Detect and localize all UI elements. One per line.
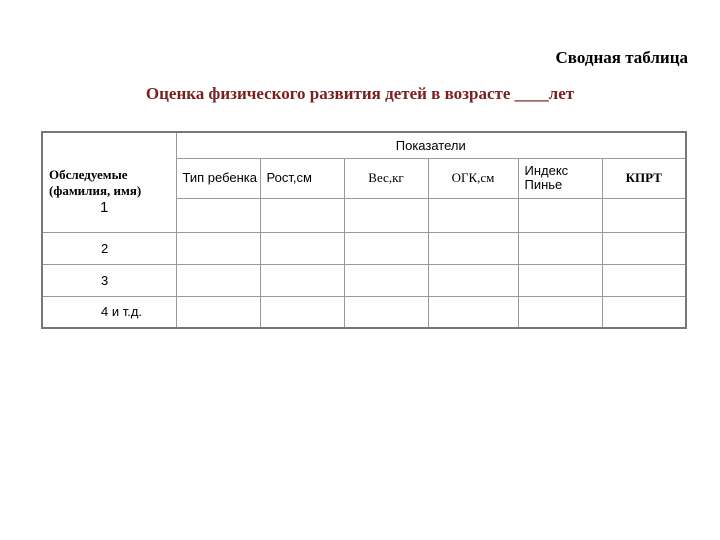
cell <box>428 198 518 232</box>
cell <box>260 296 344 328</box>
cell <box>260 232 344 264</box>
cell <box>602 232 686 264</box>
row-label: 1 <box>100 199 109 216</box>
cell <box>602 296 686 328</box>
cell <box>428 232 518 264</box>
subjects-header-cell <box>42 132 176 232</box>
cell <box>344 198 428 232</box>
cell <box>518 296 602 328</box>
table-row <box>42 232 686 264</box>
cell <box>176 198 260 232</box>
cell <box>428 264 518 296</box>
cell <box>344 264 428 296</box>
cell <box>176 296 260 328</box>
col-header-pignet-index: Индекс Пинье <box>518 158 602 198</box>
col-header-height: Рост,см <box>260 158 344 198</box>
row-label: 3 <box>42 264 176 296</box>
table-title: Оценка физического развития детей в возрасте ____лет <box>145 84 575 103</box>
cell <box>260 198 344 232</box>
document-label: Сводная таблица <box>555 48 688 67</box>
cell <box>344 296 428 328</box>
table-row <box>42 264 686 296</box>
indicators-header: Показатели <box>395 137 466 153</box>
cell <box>518 232 602 264</box>
subjects-header: Обследуемые (фамилия, имя) <box>49 166 142 198</box>
col-header-type: Тип ребенка <box>176 158 260 198</box>
table-row <box>42 296 686 328</box>
cell <box>518 264 602 296</box>
cell <box>176 264 260 296</box>
row-label: 4 и т.д. <box>42 296 176 328</box>
cell <box>518 198 602 232</box>
indicators-header-cell <box>176 132 686 158</box>
row-label: 2 <box>42 232 176 264</box>
cell <box>428 296 518 328</box>
col-header-kprt: КПРТ <box>602 158 686 198</box>
cell <box>602 264 686 296</box>
summary-table <box>41 131 687 329</box>
cell <box>176 232 260 264</box>
col-header-weight: Вес,кг <box>344 158 428 198</box>
col-header-chest: ОГК,см <box>428 158 518 198</box>
cell <box>602 198 686 232</box>
cell <box>260 264 344 296</box>
cell <box>344 232 428 264</box>
